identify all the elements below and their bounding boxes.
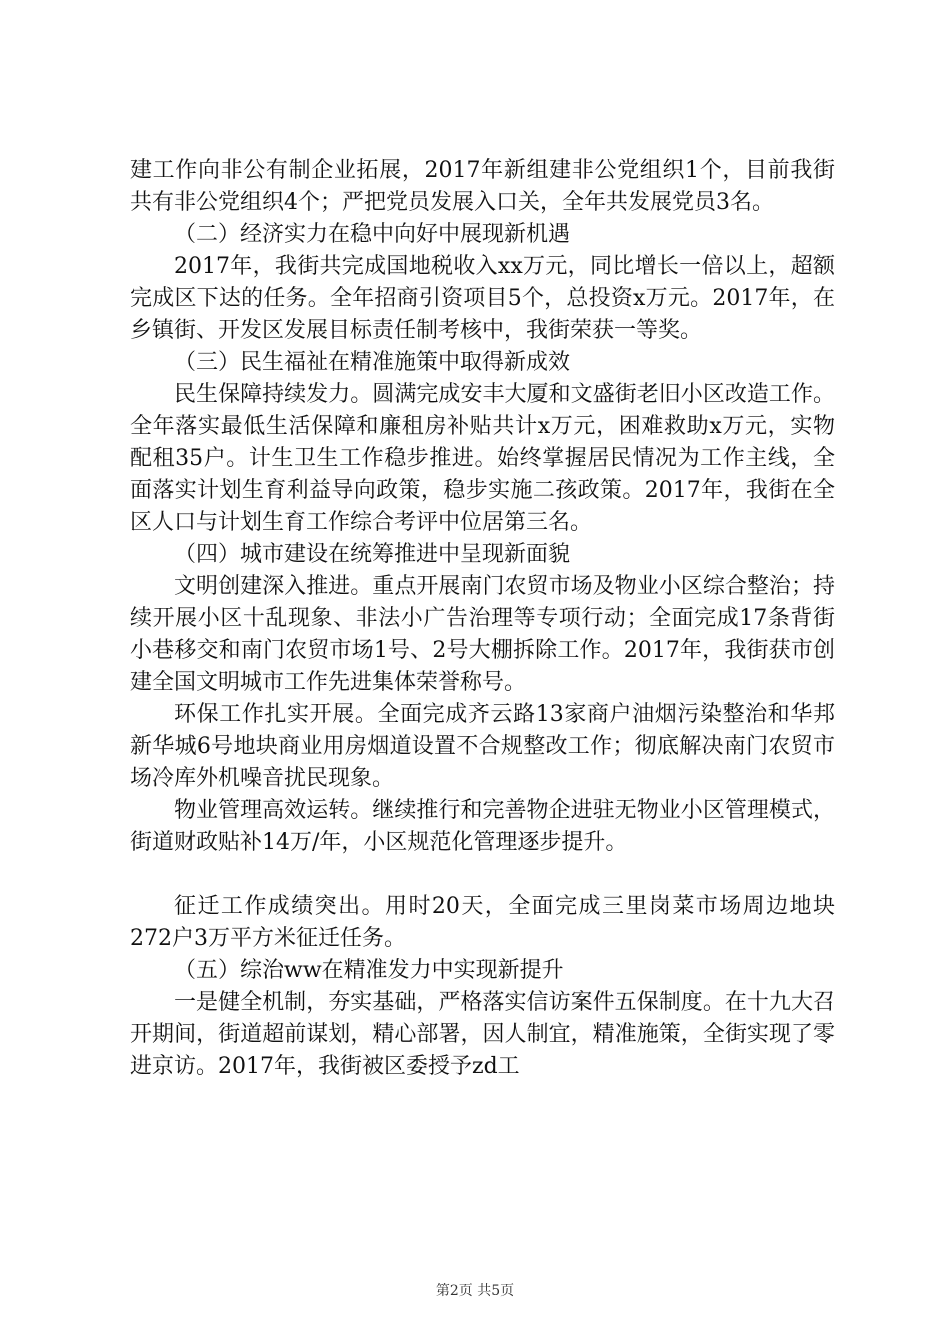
section-heading-economy: （二）经济实力在稳中向好中展现新机遇 xyxy=(174,222,571,247)
paragraph-civilization: 文明创建深入推进。重点开展南门农贸市场及物业小区综合整治；持续开展小区十乱现象、非法小广告治理等专项行动；全面完成17条背街小巷移交和南门农贸市场1号、2号大棚拆除工作。2017年，我街获市创建全国文明城市工作先进集体荣誉称号。 xyxy=(130,574,835,695)
section-heading-governance: （五）综治ww在精准发力中实现新提升 xyxy=(174,958,564,983)
page-footer: 第2页 共5页 xyxy=(435,1283,515,1299)
paragraph-property-management: 物业管理高效运转。继续推行和完善物企进驻无物业小区管理模式，街道财政贴补14万/年，小区规范化管理逐步提升。 xyxy=(130,798,835,855)
paragraph-economy: 2017年，我街共完成国地税收入xx万元，同比增长一倍以上，超额完成区下达的任务。全年招商引资项目5个，总投资x万元。2017年，在乡镇街、开发区发展目标责任制考核中，我街荣获一等奖。 xyxy=(130,254,835,343)
paragraph-gap xyxy=(130,859,835,891)
paragraph-environment: 环保工作扎实开展。全面完成齐云路13家商户油烟污染整治和华邦新华城6号地块商业用房烟道设置不合规整改工作；彻底解决南门农贸市场冷库外机噪音扰民现象。 xyxy=(130,702,835,791)
paragraph-party-building: 建工作向非公有制企业拓展，2017年新组建非公党组织1个，目前我街共有非公党组织4个；严把党员发展入口关，全年共发展党员3名。 xyxy=(130,158,835,215)
paragraph-governance: 一是健全机制，夯实基础，严格落实信访案件五保制度。在十九大召开期间，街道超前谋划，精心部署，因人制宜，精准施策，全街实现了零进京访。2017年，我街被区委授予zd工 xyxy=(130,990,835,1079)
section-heading-urban-construction: （四）城市建设在统筹推进中呈现新面貌 xyxy=(174,542,571,567)
document-body xyxy=(130,155,835,1083)
paragraph-livelihood: 民生保障持续发力。圆满完成安丰大厦和文盛街老旧小区改造工作。全年落实最低生活保障和廉租房补贴共计x万元，困难救助x万元，实物配租35户。计生卫生工作稳步推进。始终掌握居民情况为工作主线，全面落实计划生育利益导向政策，稳步实施二孩政策。2017年，我街在全区人口与计划生育工作综合考评中位居第三名。 xyxy=(130,382,835,535)
section-heading-livelihood: （三）民生福祉在精准施策中取得新成效 xyxy=(174,350,571,375)
paragraph-relocation: 征迁工作成绩突出。用时20天，全面完成三里岗菜市场周边地块272户3万平方米征迁任务。 xyxy=(130,894,835,951)
